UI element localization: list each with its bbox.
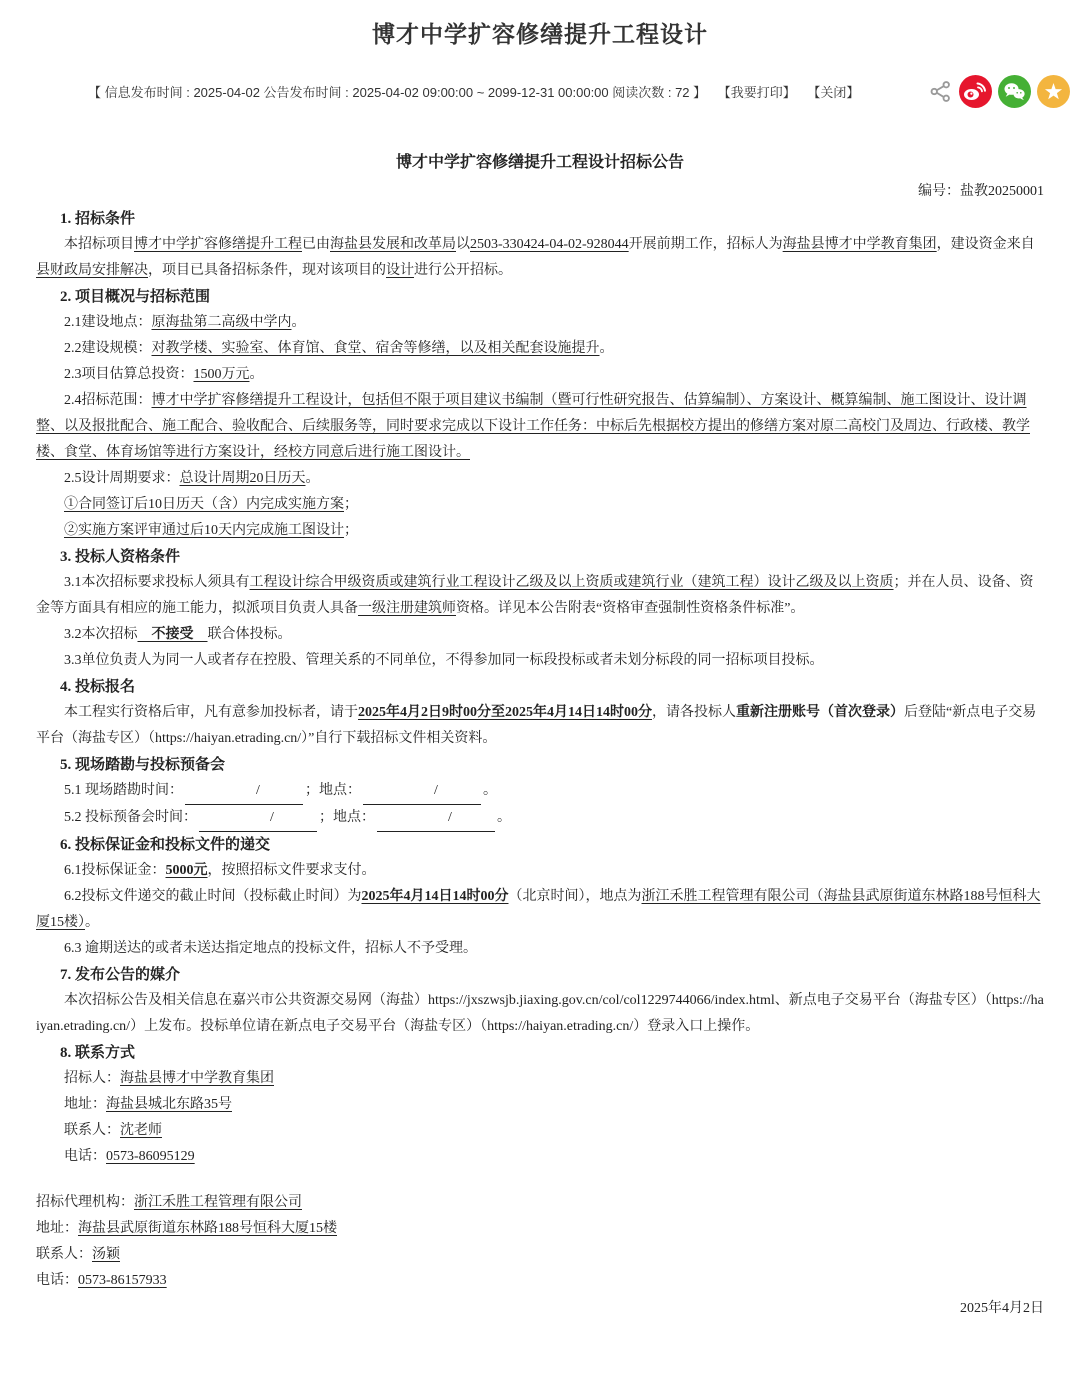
text-segment: 后登陆“新点电子交易平台（海盐专区）（https://haiyan.etrading.cn/）”自行下载招标文件相关资料。 <box>36 705 1037 746</box>
text-segment: ，项目已具备招标条件，现对该项目的 <box>148 263 386 278</box>
text-segment: 本招标项目 <box>64 237 134 252</box>
text-segment: 。 <box>599 341 614 356</box>
text-segment: 0573-86157933 <box>78 1273 167 1288</box>
text-segment: 。 <box>497 810 511 825</box>
meta-bar <box>0 69 1080 113</box>
text-segment: 海盐县发展和改革局 <box>330 237 456 252</box>
text-segment: 5000元 <box>165 863 208 878</box>
doc-paragraph <box>36 1190 1044 1216</box>
text-segment: 7. 发布公告的媒介 <box>60 967 181 983</box>
text-segment: 进行公开招标。 <box>414 263 512 278</box>
text-segment: 联合体投标。 <box>207 627 292 642</box>
doc-paragraph <box>36 622 1044 648</box>
text-segment: 1500万元 <box>193 367 250 382</box>
doc-paragraph <box>36 1118 1044 1144</box>
text-segment: 地址： <box>36 1221 78 1236</box>
doc-number: 编号：盐教20250001 <box>918 184 1044 199</box>
doc-paragraph <box>36 310 1044 336</box>
text-segment: 重新注册账号（首次登录） <box>736 705 904 720</box>
text-segment: 博才中学扩容修缮提升工程 <box>134 237 302 252</box>
text-segment: 6. 投标保证金和投标文件的递交 <box>60 837 271 853</box>
doc-paragraph <box>36 1144 1044 1170</box>
doc-date <box>36 1296 1044 1322</box>
text-segment: 2.2建设规模： <box>64 341 152 356</box>
text-segment: 汤颖 <box>92 1247 120 1262</box>
doc-paragraph <box>36 858 1044 884</box>
doc-paragraph <box>36 1268 1044 1294</box>
wechat-share-icon[interactable] <box>998 75 1031 108</box>
text-segment: 。 <box>291 315 306 330</box>
doc-paragraph <box>36 805 1044 832</box>
text-segment: ；地点： <box>305 783 361 798</box>
doc-title: 博才中学扩容修缮提升工程设计招标公告 <box>395 154 684 171</box>
text-segment: 3.2本次招标 <box>64 627 138 642</box>
text-segment: 6.2投标文件递交的截止时间（投标截止时间）为 <box>64 889 362 904</box>
text-segment: 2.5设计周期要求： <box>64 471 180 486</box>
text-segment: 1. 招标条件 <box>60 211 136 227</box>
text-segment: 联系人： <box>64 1123 120 1138</box>
page-title: 博才中学扩容修缮提升工程设计 <box>372 21 708 47</box>
doc-heading <box>36 1040 1044 1066</box>
text-segment: 沈老师 <box>120 1123 162 1138</box>
doc-paragraph <box>36 936 1044 962</box>
doc-paragraph <box>36 466 1044 492</box>
text-segment: 。 <box>305 471 320 486</box>
close-button[interactable]: 【关闭】 <box>807 84 860 100</box>
qzone-star-share-icon[interactable] <box>1037 75 1070 108</box>
doc-paragraph <box>36 988 1044 1040</box>
text-segment: 不接受 <box>137 627 208 642</box>
text-segment: 2.1建设地点： <box>64 315 152 330</box>
text-segment: 2503-330424-04-02-928044 <box>470 237 629 252</box>
doc-paragraph <box>36 1066 1044 1092</box>
text-segment: 资格。详见本公告附表“资格审查强制性资格条件标准”。 <box>456 601 805 616</box>
text-segment: （北京时间），地点为 <box>508 889 642 904</box>
doc-paragraph <box>36 1216 1044 1242</box>
text-segment: 县财政局安排解决 <box>36 263 148 278</box>
doc-paragraph <box>36 518 1044 544</box>
doc-spacer <box>36 1170 1044 1190</box>
text-segment: ，请各投标人 <box>652 705 736 720</box>
text-segment: 设计 <box>386 263 414 278</box>
doc-paragraph <box>36 570 1044 622</box>
text-segment: 5.1 现场踏勘时间： <box>64 783 183 798</box>
text-segment: 2025年4月2日 <box>960 1301 1044 1316</box>
text-segment: 。 <box>249 367 264 382</box>
text-segment: ；地点： <box>319 810 375 825</box>
text-segment: 4. 投标报名 <box>60 679 136 695</box>
text-segment: 开展前期工作，招标人为 <box>628 237 783 252</box>
text-segment: 2.4招标范围： <box>64 393 152 408</box>
text-segment: 3. 投标人资格条件 <box>60 549 181 565</box>
text-segment: 地址： <box>64 1097 106 1112</box>
blank-field: / <box>377 805 495 832</box>
doc-paragraph <box>36 232 1044 284</box>
doc-paragraph <box>36 648 1044 674</box>
text-segment: 。 <box>483 783 497 798</box>
doc-heading <box>36 832 1044 858</box>
blank-field: / <box>363 778 481 805</box>
text-segment: 一级注册建筑师 <box>358 601 456 616</box>
text-segment: 工程设计综合甲级资质或建筑行业工程设计乙级及以上资质或建筑行业（建筑工程）设计乙级及以上资质 <box>249 575 894 590</box>
doc-paragraph <box>36 492 1044 518</box>
share-group <box>928 75 1070 108</box>
text-segment: 海盐县武原街道东林路188号恒科大厦15楼 <box>78 1221 337 1236</box>
text-segment: 5.2 投标预备会时间： <box>64 810 197 825</box>
text-segment: 浙江禾胜工程管理有限公司 <box>134 1195 302 1210</box>
doc-heading <box>36 752 1044 778</box>
doc-heading <box>36 544 1044 570</box>
doc-heading <box>36 962 1044 988</box>
doc-paragraph <box>36 336 1044 362</box>
doc-paragraph <box>36 1092 1044 1118</box>
text-segment: 本次招标公告及相关信息在嘉兴市公共资源交易网（海盐）https://jxszwsjb.jiaxing.gov.cn/col/col1229744066/index.html、新点电子交易平台（海盐专区）（https://haiyan.etrading.cn/）上发布。投标单位请在新点电子交易平台（海盐专区）（https://haiyan.etrading.cn/）登录入口上操作。 <box>36 993 1044 1034</box>
text-segment: 。 <box>85 915 99 930</box>
share-icon[interactable] <box>928 79 953 104</box>
text-segment: ②实施方案评审通过后10天内完成施工图设计 <box>64 523 344 538</box>
document <box>0 149 1080 1322</box>
text-segment: 以 <box>456 237 470 252</box>
text-segment: 对教学楼、实验室、体育馆、食堂、宿舍等修缮，以及相关配套设施提升 <box>151 341 600 356</box>
doc-heading <box>36 206 1044 232</box>
text-segment: 本工程实行资格后审，凡有意参加投标者，请于 <box>64 705 358 720</box>
text-segment: 已由 <box>302 237 330 252</box>
text-segment: 0573-86095129 <box>106 1149 195 1164</box>
doc-heading <box>36 284 1044 310</box>
text-segment: 原海盐第二高级中学内 <box>151 315 292 330</box>
text-segment: 2. 项目概况与招标范围 <box>60 289 211 305</box>
document-body <box>36 206 1044 1322</box>
doc-paragraph <box>36 884 1044 936</box>
text-segment: 3.1本次招标要求投标人须具有 <box>64 575 250 590</box>
text-segment: 6.1投标保证金： <box>64 863 166 878</box>
text-segment: 博才中学扩容修缮提升工程设计，包括但不限于项目建议书编制（暨可行性研究报告、估算编制）、方案设计、概算编制、施工图设计、设计调整、以及报批配合、施工配合、验收配合、后续服务等，同时要求完成以下设计工作任务：中标后先根据校方提出的修缮方案对原二高校门及周边、行政楼、教学楼、食堂、体育场馆等进行方案设计，经校方同意后进行施工图设计。 <box>36 393 1030 460</box>
doc-paragraph <box>36 1242 1044 1268</box>
text-segment: ； <box>344 497 358 512</box>
text-segment: 浙江禾胜工程管理有限公司（海盐县武原街道东林路188号恒科大厦15楼） <box>36 889 1041 930</box>
text-segment: ； <box>344 523 358 538</box>
blank-field: / <box>185 778 303 805</box>
doc-paragraph <box>36 388 1044 466</box>
text-segment: 海盐县博才中学教育集团 <box>782 237 937 252</box>
text-segment: 总设计周期20日历天 <box>179 471 306 486</box>
text-segment: 电话： <box>64 1149 106 1164</box>
text-segment: 招标代理机构： <box>36 1195 134 1210</box>
text-segment: 6.3 逾期送达的或者未送达指定地点的投标文件，招标人不予受理。 <box>64 941 477 956</box>
text-segment: 海盐县城北东路35号 <box>106 1097 232 1112</box>
publish-info: 【 信息发布时间 : 2025-04-02 公告发布时间 : 2025-04-02 09:00:00 ~ 2099-12-31 00:00:00 阅读次数 : 72 】 <box>88 84 707 100</box>
doc-paragraph <box>36 700 1044 752</box>
weibo-share-icon[interactable] <box>959 75 992 108</box>
text-segment: ①合同签订后10日历天（含）内完成实施方案 <box>64 497 344 512</box>
text-segment: 3.3单位负责人为同一人或者存在控股、管理关系的不同单位，不得参加同一标段投标或者未划分标段的同一招标项目投标。 <box>64 653 824 668</box>
text-segment: 招标人： <box>64 1071 120 1086</box>
doc-paragraph <box>36 778 1044 805</box>
text-segment: ；并在人员、设备、资金等方面具有相应的施工能力，拟派项目负责人具备 <box>36 575 1034 616</box>
text-segment: 8. 联系方式 <box>60 1045 136 1061</box>
text-segment: 5. 现场踏勘与投标预备会 <box>60 757 226 773</box>
text-segment: ，建设资金来自 <box>936 237 1035 252</box>
text-segment: 电话： <box>36 1273 78 1288</box>
text-segment: ，按照招标文件要求支付。 <box>207 863 376 878</box>
text-segment: 2025年4月14日14时00分 <box>361 889 509 904</box>
print-button[interactable]: 【我要打印】 <box>717 84 796 100</box>
text-segment: 2.3项目估算总投资： <box>64 367 194 382</box>
doc-paragraph <box>36 362 1044 388</box>
blank-field: / <box>199 805 317 832</box>
doc-heading <box>36 674 1044 700</box>
text-segment: 2025年4月2日9时00分至2025年4月14日14时00分 <box>358 705 652 720</box>
text-segment: 联系人： <box>36 1247 92 1262</box>
text-segment: 海盐县博才中学教育集团 <box>120 1071 274 1086</box>
